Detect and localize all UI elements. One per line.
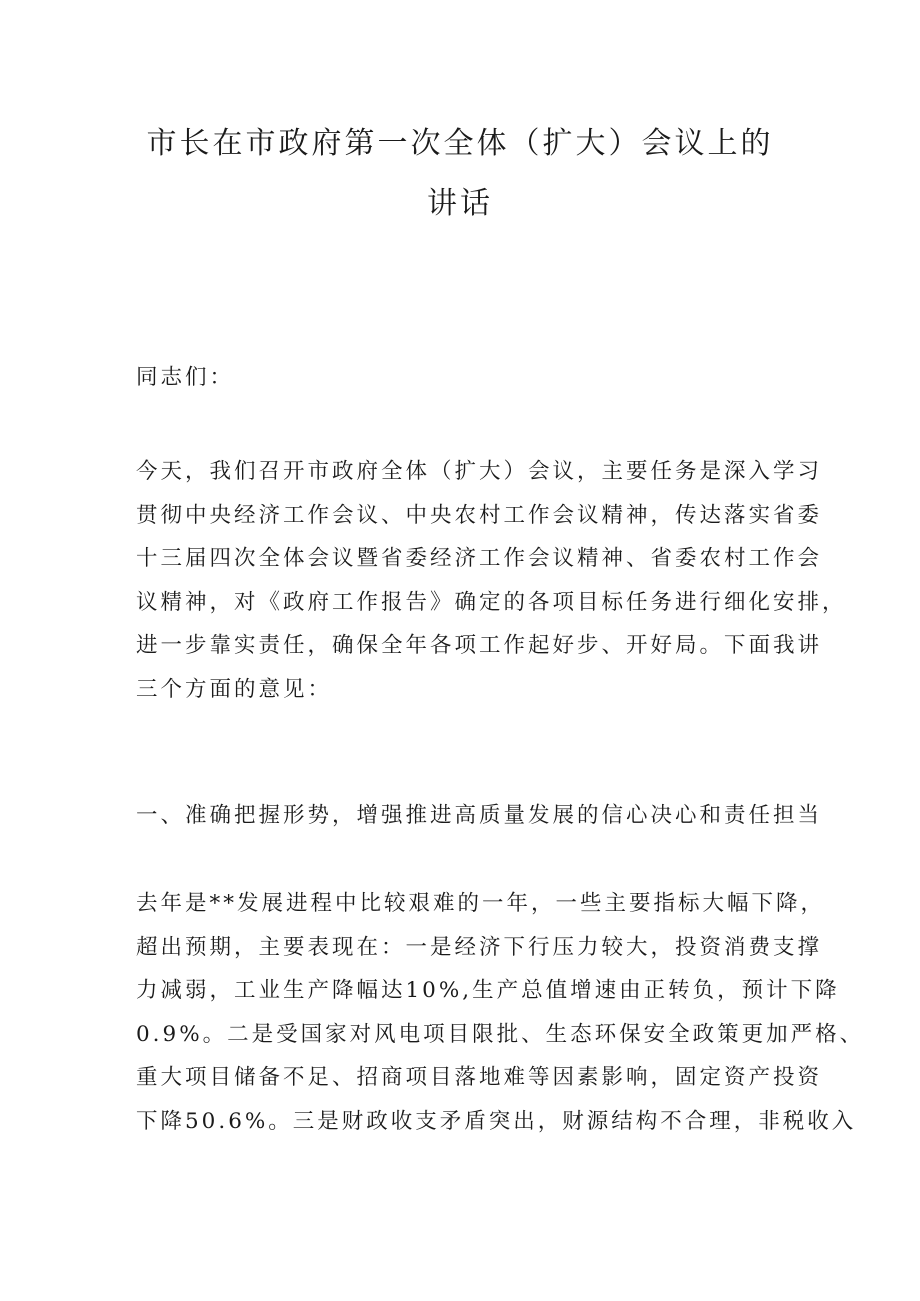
paragraph-line: 力减弱，工业生产降幅达10%,生产总值增速由正转负，预计下降 <box>136 978 840 1003</box>
paragraph-situation <box>136 882 865 1143</box>
paragraph-line: 议精神，对《政府工作报告》确定的各项目标任务进行细化安排， <box>136 589 847 615</box>
paragraph-line: 三个方面的意见： <box>136 676 333 702</box>
paragraph-line: 下降50.6%。三是财政收支矛盾突出，财源结构不合理，非税收入 <box>136 1108 857 1134</box>
paragraph-line: 0.9%。二是受国家对风电项目限批、生态环保安全政策更加严格、 <box>136 1021 865 1047</box>
paragraph-line: 十三届四次全体会议暨省委经济工作会议精神、省委农村工作会 <box>136 546 823 571</box>
section-heading: 一、准确把握形势，增强推进高质量发展的信心决心和责任担当 <box>136 803 823 828</box>
paragraph-line: 今天，我们召开市政府全体（扩大）会议，主要任务是深入学习 <box>136 459 823 484</box>
paragraph-line: 贯彻中央经济工作会议、中央农村工作会议精神，传达落实省委 <box>136 502 823 528</box>
paragraph-intro <box>136 450 847 711</box>
paragraph-line: 超出预期，主要表现在：一是经济下行压力较大，投资消费支撑 <box>136 934 823 960</box>
greeting: 同志们： <box>136 365 235 390</box>
document-title-line-2: 讲话 <box>427 186 493 221</box>
paragraph-line: 进一步靠实责任，确保全年各项工作起好步、开好局。下面我讲 <box>136 633 823 658</box>
paragraph-line: 去年是**发展进程中比较艰难的一年，一些主要指标大幅下降， <box>136 891 826 916</box>
document-title-line-1: 市长在市政府第一次全体（扩大）会议上的 <box>146 126 774 161</box>
paragraph-line: 重大项目储备不足、招商项目落地难等因素影响，固定资产投资 <box>136 1065 823 1090</box>
